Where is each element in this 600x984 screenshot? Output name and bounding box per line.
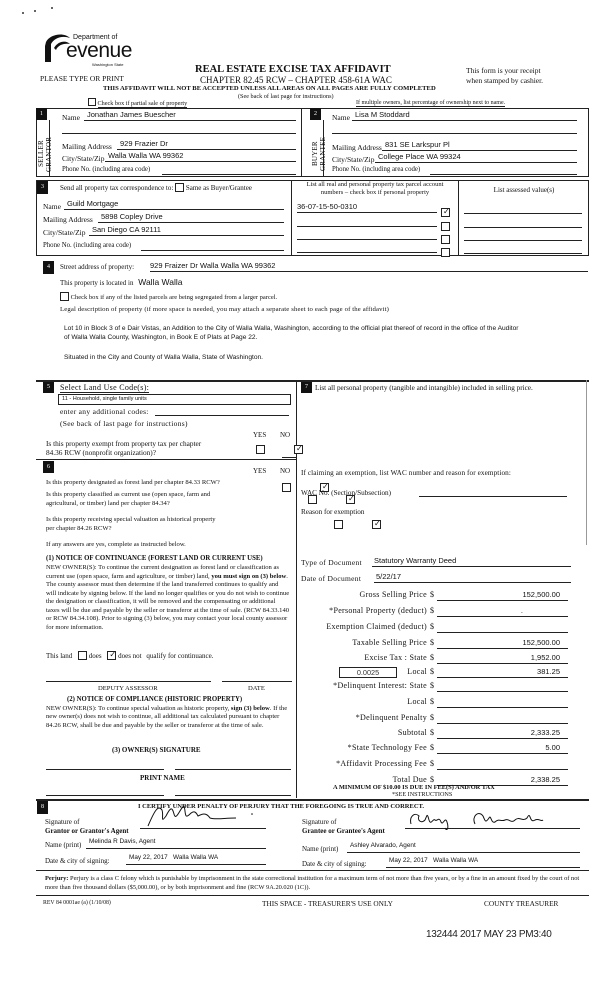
buyer-phone-label: Phone No. (including area code)	[332, 166, 421, 173]
segregated-row: Check box if any of the listed parcels are being segregated from a larger parcel.	[60, 292, 277, 301]
section-7-exemption-divider	[282, 457, 296, 458]
mail-address-field[interactable]: 5898 Copley Drive	[98, 212, 284, 223]
grantor-signature-label: Signature of Grantor or Grantor's Agent	[45, 818, 129, 835]
mail-city-field[interactable]: San Diego CA 92111	[89, 225, 284, 236]
parcel-row	[297, 202, 457, 214]
buyer-phone-field[interactable]	[430, 164, 577, 175]
affidavit-processing-fee-row: *Affidavit Processing Fee $	[297, 759, 577, 772]
excise-tax-local-field[interactable]: 381.25	[437, 667, 568, 678]
subtotal-row: Subtotal $ 2,333.25	[297, 728, 577, 741]
gross-selling-price-field[interactable]: 152,500.00	[437, 590, 568, 601]
section-8-number: 8	[37, 801, 48, 814]
partial-sale-row	[88, 98, 187, 107]
delinquent-interest-state-field[interactable]	[437, 681, 568, 692]
section-6-no-header: NO	[280, 467, 291, 475]
excise-tax-state-field[interactable]: 1,952.00	[437, 653, 568, 664]
deputy-assessor-signature-line[interactable]	[46, 681, 211, 682]
seller-name-field[interactable]: Jonathan James Buescher	[84, 110, 296, 121]
subtotal-field[interactable]: 2,333.25	[437, 728, 568, 739]
buyer-city-field[interactable]: College Place WA 99324	[375, 152, 577, 163]
segregated-checkbox[interactable]	[60, 292, 69, 301]
receipt-note-1: This form is your receipt	[466, 66, 541, 75]
grantee-name-label: Name (print)	[302, 845, 339, 853]
additional-codes-label: enter any additional codes:	[60, 407, 149, 416]
section-7-right-border	[586, 380, 587, 545]
notice-compliance-title: (2) NOTICE OF COMPLIANCE (HISTORIC PROPERTY)	[67, 696, 243, 703]
print-name-label: PRINT NAME	[140, 774, 185, 782]
certify-statement: I CERTIFY UNDER PENALTY OF PERJURY THAT THE FOREGOING IS TRUE AND CORRECT.	[138, 803, 425, 810]
exemption-reason-label: Reason for exemption	[301, 508, 365, 516]
state-technology-fee-field[interactable]: 5.00	[437, 743, 568, 754]
section-2-number: 2	[310, 108, 321, 120]
scan-speck	[51, 7, 53, 9]
grantor-name-label: Name (print)	[45, 841, 82, 849]
grantor-signature-scribble	[140, 802, 266, 828]
form-title: REAL ESTATE EXCISE TAX AFFIDAVIT	[195, 64, 391, 75]
mail-name-label: Name	[43, 202, 61, 211]
logo-state: Washington State	[92, 62, 124, 67]
owner-signature-line-2[interactable]	[175, 769, 291, 770]
parcel-number-field[interactable]: 36-07-15-50-0310	[297, 202, 437, 213]
personal-property-deduct-row: *Personal Property (deduct) $ .	[297, 606, 577, 619]
gross-selling-price-row: Gross Selling Price $ 152,500.00	[297, 590, 577, 603]
assessed-value-field[interactable]	[464, 242, 582, 254]
grantee-date-label: Date & city of signing:	[302, 860, 367, 868]
mail-name-field[interactable]: Guild Mortgage	[64, 199, 284, 210]
buyer-side-label: BUYER GRANTEE	[311, 136, 327, 172]
seller-name-field-2[interactable]	[62, 123, 296, 134]
parcel-header: List all real and personal property tax parcel account numbers – check box if personal property	[306, 181, 444, 196]
mail-address-label: Mailing Address	[43, 215, 93, 224]
treasurer-stamp: 132444 2017 MAY 23 PM3:40	[426, 929, 552, 940]
exemption-claim-label: If claiming an exemption, list WAC number and reason for exemption:	[301, 469, 511, 477]
legal-description-situated[interactable]: Situated in the City and County of Walla Walla, State of Washington.	[64, 354, 264, 361]
section-5-6-divider	[36, 459, 296, 460]
mail-phone-field[interactable]	[141, 240, 284, 251]
exemption-claimed-field[interactable]	[437, 622, 568, 633]
delinquent-interest-local-row: Local $	[297, 697, 577, 710]
local-rate-field[interactable]: 0.0025	[339, 667, 397, 678]
grantee-name-field[interactable]: Ashley Alvarado, Agent	[347, 842, 580, 853]
grantor-name-field[interactable]: Melinda R Davis, Agent	[86, 838, 266, 849]
section-7-number: 7	[301, 382, 312, 393]
land-use-code-select[interactable]: 11 - Household, single family units	[58, 394, 291, 405]
doc-date-field[interactable]: 5/22/17	[374, 572, 571, 583]
land-use-see-back: (See back of last page for instructions)	[60, 419, 188, 428]
notice-continuance-title: (1) NOTICE OF CONTINUANCE (FOREST LAND OR CURRENT USE)	[46, 555, 263, 562]
section-1-seller	[36, 108, 301, 177]
deputy-assessor-label: DEPUTY ASSESSOR	[98, 685, 158, 692]
grantee-signature-scribble	[405, 808, 580, 830]
scan-speck	[34, 10, 36, 12]
section-1-number: 1	[36, 108, 47, 120]
parcel-number-field[interactable]	[297, 229, 437, 240]
parcel-row	[297, 216, 457, 228]
buyer-city-label: City/State/Zip	[332, 155, 375, 164]
delinquent-penalty-field[interactable]	[437, 713, 568, 724]
seller-phone-label: Phone No. (including area code)	[62, 166, 151, 173]
seller-city-label: City/State/Zip	[62, 154, 105, 163]
notice-compliance-text: NEW OWNER(S): To continue special valuation as historic property, sign (3) below. If the new owner(s) does not wish to continue, all additional tax calculated pursuant to chapter 84.26 RCW, shall be due and payable by the seller or transferor at the time of sale.	[46, 705, 288, 729]
see-instructions-note: *SEE INSTRUCTIONS	[392, 791, 453, 798]
personal-property-deduct-field[interactable]: .	[437, 606, 568, 617]
section-2-buyer	[302, 108, 589, 177]
logo-revenue: evenue	[66, 39, 132, 62]
treasurer-use-label: THIS SPACE - TREASURER'S USE ONLY	[262, 899, 393, 908]
seller-address-label: Mailing Address	[62, 142, 112, 151]
send-correspondence-label: Send all property tax correspondence to: Same as Buyer/Grantee	[60, 184, 252, 192]
assessed-value-field[interactable]	[464, 216, 582, 228]
owner-signature-line-1[interactable]	[46, 769, 164, 770]
legal-description-text[interactable]: Lot 10 in Block 3 of e Dair Vistas, an Addition to the City of Walla Walla, Washington, according to the official plat thereof of record in the office of the Auditor of Walla Walla County, Washington, in Book E of Plats at Page 22.	[64, 325, 519, 341]
doc-type-field[interactable]: Statutory Warranty Deed	[372, 556, 571, 567]
legal-description-label: Legal description of property (if more space is needed, you may attach a separate sheet to each page of the affidavit)	[60, 306, 389, 313]
scan-speck	[22, 12, 24, 14]
notice-continuance-text: NEW OWNER(S): To continue the current designation as forest land or classification as current use (open space, farm and agriculture, or timber) land, you must sign on (3) below. The county assessor must then determine if the land transferred continues to qualify and will indicate by signing below. If the land no longer qualifies or you do not wish to continue the designation or classification, it will be removed and the compensating or additional taxes will be due and payable by the seller or transferor at the time of sale. (RCW 84.33.140 or RCW 84.34.108). Prior to signing (3) below, you may contact your local county assessor for more information.	[46, 564, 290, 631]
section-3-number: 3	[37, 181, 48, 194]
exemption-reason-field[interactable]	[301, 519, 581, 547]
seller-address-field[interactable]: 929 Frazier Dr	[117, 139, 296, 150]
grantee-date-field[interactable]: May 22, 2017 Walla Walla WA	[386, 857, 580, 868]
total-due-row: Total Due $ 2,338.25	[297, 775, 577, 788]
county-treasurer-label: COUNTY TREASURER	[484, 899, 559, 908]
partial-sale-label: Check box if partial sale of property	[97, 100, 188, 107]
seller-side-label: SELLER GRANTOR	[37, 136, 53, 172]
delinquent-penalty-row: *Delinquent Penalty $	[297, 713, 577, 726]
receipt-note-2: when stamped by cashier.	[466, 76, 544, 85]
exemption-claimed-row: Exemption Claimed (deduct) $	[297, 622, 577, 635]
buyer-side-strip	[310, 120, 327, 177]
perjury-notice: Perjury: Perjury is a class C felony which is punishable by imprisonment in the state correctional institution for a maximum term of not more than five years, or by a fine in an amount fixed by the court of not more than five thousand dollars ($5,000.00), or by both imprisonment and fine (RCW 9A.20.020 (1C)).	[45, 875, 580, 891]
historic-question: Is this property receiving special valuation as historical property per chapter 84.26 RCW?	[46, 516, 216, 532]
excise-tax-local-row: Local $ 381.25	[297, 667, 577, 680]
buyer-name-field[interactable]: Lisa M Stoddard	[352, 110, 577, 121]
personal-property-checkbox[interactable]	[441, 248, 450, 257]
select-land-use-label: Select Land Use Code(s):	[60, 383, 150, 392]
section-8-top-border	[36, 799, 589, 801]
wac-field[interactable]	[419, 488, 567, 497]
assessed-value-field[interactable]	[464, 229, 582, 241]
print-name-line-2[interactable]	[175, 795, 291, 796]
if-yes-instruction: If any answers are yes, complete as instructed below.	[46, 541, 186, 548]
multiple-owners-note: If multiple owners, list percentage of ownership next to name.	[356, 100, 506, 106]
current-use-question: Is this property classified as current use (open space, farm and agricultural, or timber) land per chapter 84.34?	[46, 491, 211, 507]
partial-sale-checkbox[interactable]	[88, 98, 96, 106]
grantor-date-label: Date & city of signing:	[45, 857, 110, 865]
assessed-header: List assessed value(s)	[493, 186, 555, 194]
buyer-name-label: Name	[332, 113, 350, 122]
see-back-instructions: (See back of last page for instructions)	[238, 93, 334, 100]
parcel-number-field[interactable]	[297, 216, 437, 227]
doc-type-label: Type of Document	[301, 558, 362, 567]
section-6-yes-header: YES	[253, 467, 267, 475]
section-5-yes-header: YES	[253, 431, 267, 439]
minimum-due-note: A MINIMUM OF $10.00 IS DUE IN FEE(S) AND/OR TAX	[333, 784, 495, 791]
buyer-name-field-2[interactable]	[332, 123, 577, 134]
seller-name-label: Name	[62, 113, 80, 122]
personal-property-label: List all personal property (tangible and intangible) included in selling price.	[315, 384, 533, 392]
mail-phone-label: Phone No. (including area code)	[43, 242, 132, 249]
perjury-bottom-border	[36, 895, 589, 896]
doc-date-label: Date of Document	[301, 574, 362, 583]
exempt-no-checkbox[interactable]	[294, 445, 303, 454]
exempt-question: Is this property exempt from property tax per chapter 84.36 RCW (nonprofit organization)?	[46, 439, 202, 457]
section-8-bottom-border	[36, 870, 589, 871]
deputy-date-label: DATE	[248, 685, 265, 692]
grantor-signature-field[interactable]	[140, 812, 266, 829]
affidavit-processing-fee-field[interactable]	[437, 759, 568, 770]
section-5-no-header: NO	[280, 431, 291, 439]
additional-codes-field[interactable]	[155, 406, 289, 416]
wac-label: WAC No. (Section/Subsection)	[301, 489, 392, 497]
form-subtitle: CHAPTER 82.45 RCW – CHAPTER 458-61A WAC	[200, 75, 392, 85]
street-address-field[interactable]: 929 Fraizer Dr Walla Walla WA 99362	[150, 261, 588, 272]
forest-land-question: Is this property designated as forest land per chapter 84.33 RCW?	[46, 479, 220, 486]
section-4-number: 4	[43, 261, 54, 274]
taxable-selling-price-row: Taxable Selling Price $ 152,500.00	[297, 638, 577, 651]
seller-city-field[interactable]: Walla Walla WA 99362	[105, 151, 296, 162]
total-due-field[interactable]: 2,338.25	[437, 775, 568, 786]
grantee-signature-field[interactable]	[405, 812, 580, 829]
please-type-label: PLEASE TYPE OR PRINT	[40, 74, 124, 83]
seller-phone-field[interactable]	[162, 164, 296, 175]
does-qualify-checkbox[interactable]	[78, 651, 87, 660]
grantee-signature-label: Signature of Grantee or Grantee's Agent	[302, 818, 385, 835]
street-address-label: Street address of property:	[60, 263, 135, 271]
forest-land-yes-checkbox[interactable]	[282, 483, 291, 492]
continuance-qualify-row: This land does ✓ does not qualify for continuance.	[46, 651, 213, 660]
mail-city-label: City/State/Zip	[43, 228, 86, 237]
print-name-line-1[interactable]	[46, 795, 164, 796]
logo-department: Department of	[73, 34, 118, 41]
parcel-row	[297, 229, 457, 241]
taxable-selling-price-field[interactable]: 152,500.00	[437, 638, 568, 649]
located-in-row: This property is located in Walla Walla	[60, 277, 183, 287]
same-as-buyer-checkbox[interactable]	[175, 183, 184, 192]
seller-side-strip	[36, 120, 53, 177]
assessed-value-field[interactable]	[464, 202, 582, 214]
excise-tax-state-row: Excise Tax : State $ 1,952.00	[297, 653, 577, 666]
section-5-number: 5	[43, 382, 54, 393]
exempt-yes-checkbox[interactable]	[256, 445, 265, 454]
form-number: REV 84 0001ae (a) (1/10/08)	[43, 900, 111, 906]
acceptance-warning: THIS AFFIDAVIT WILL NOT BE ACCEPTED UNLESS ALL AREAS ON ALL PAGES ARE FULLY COMPLETED	[103, 85, 436, 92]
personal-property-field[interactable]	[315, 410, 580, 452]
delinquent-interest-state-row: *Delinquent Interest: State $	[297, 681, 577, 694]
parcel-row	[297, 242, 457, 254]
revenue-logo	[40, 30, 130, 70]
deputy-date-line[interactable]	[222, 681, 292, 682]
section-6-number: 6	[43, 461, 54, 473]
parcel-number-field[interactable]	[297, 242, 437, 253]
buyer-address-label: Mailing Address	[332, 143, 382, 152]
buyer-address-field[interactable]: 831 SE Larkspur Pl	[382, 140, 577, 151]
does-not-qualify-checkbox[interactable]	[107, 651, 116, 660]
located-in-value: Walla Walla	[138, 277, 183, 287]
owner-signature-label: (3) OWNER(S) SIGNATURE	[112, 746, 201, 754]
grantor-date-field[interactable]: May 22, 2017 Walla Walla WA	[126, 854, 266, 865]
delinquent-interest-local-field[interactable]	[437, 697, 568, 708]
state-technology-fee-row: *State Technology Fee $ 5.00	[297, 743, 577, 756]
